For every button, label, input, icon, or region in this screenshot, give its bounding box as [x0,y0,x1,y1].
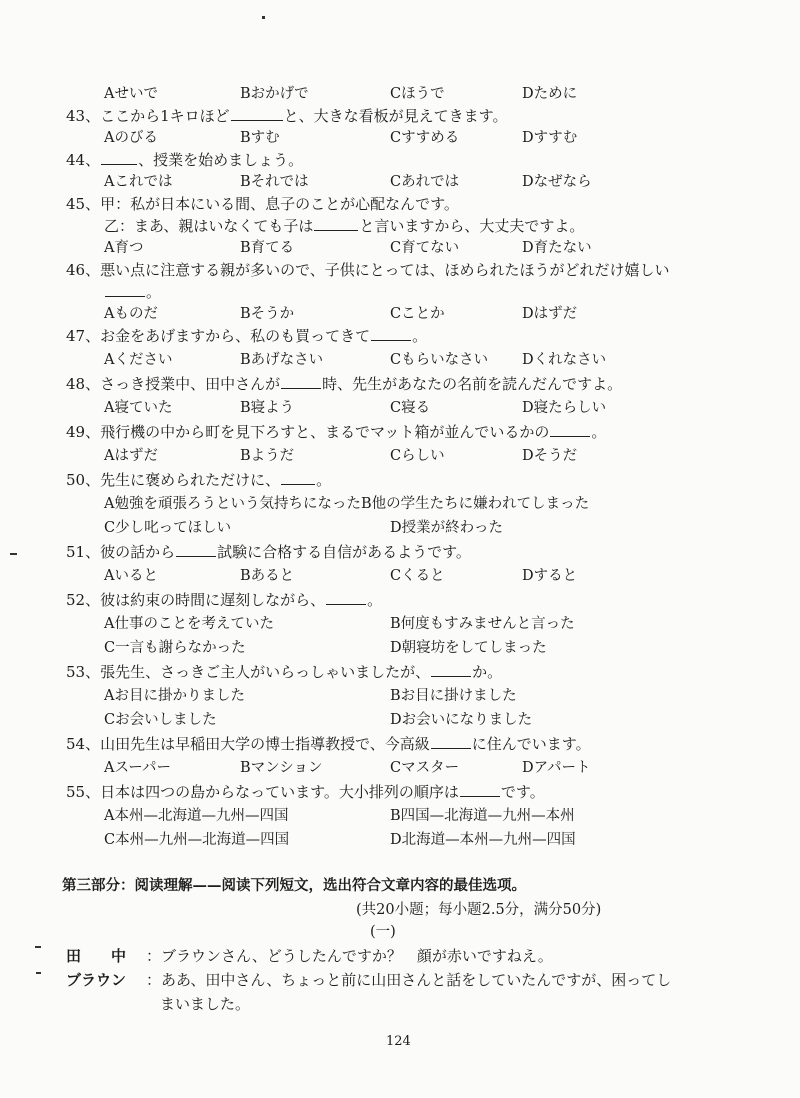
question-number: 54、 [66,735,101,753]
answer-blank [431,662,471,677]
option-b: B寝よう [240,400,295,416]
question-number: 48、 [66,375,101,393]
answer-blank [326,590,366,605]
question-46-stem-cont: 。 [104,282,161,302]
answer-blank [231,106,283,121]
option-b: Bおかげで [240,86,309,102]
option-b: Bあると [240,568,295,584]
page-number: 124 [386,1034,411,1049]
question-54-stem: 54、山田先生は早稲田大学の博士指導教授で、今高級 に住んでいます。 [66,735,591,753]
question-44-stem: 44、 、授業を始めましょう。 [66,151,304,169]
answer-blank [101,150,137,165]
scan-speck [35,946,41,948]
option-a: Aください [104,352,173,368]
dialogue-line [66,970,671,990]
option-a: Aものだ [104,306,158,322]
answer-blank [460,782,500,797]
utterance: ：ブラウンさん、どうしたんですか？ 顔が赤いですねえ。 [146,947,553,965]
utterance: ：ああ、田中さん、ちょっと前に山田さんと話をしていたんですが、困ってし [146,971,672,989]
question-53-stem: 53、張先生、さっきご主人がいらっしゃいましたが、 か。 [66,663,503,681]
question-number: 45、 [66,195,101,213]
option-d: Dお会いになりました [390,712,533,728]
option-d: D北海道—本州—九州—四国 [390,832,576,848]
question-number: 46、 [66,261,101,279]
question-number: 52、 [66,591,101,609]
question-number: 55、 [66,783,101,801]
option-b: B他の学生たちに嫌われてしまった [360,496,590,512]
question-number: 44、 [66,151,101,169]
answer-blank [550,422,590,437]
option-d: Dなぜなら [522,174,592,190]
option-d: D朝寝坊をしてしまった [390,640,547,656]
option-c: Cすすめる [390,130,460,146]
option-b: B何度もすみませんと言った [390,616,575,632]
option-d: D育たない [522,240,592,256]
option-c: Cくると [390,568,445,584]
option-b: Bそれでは [240,174,309,190]
speaker: 田 中 [66,947,127,965]
option-c: Cらしい [390,448,445,464]
option-b: B育てる [240,240,295,256]
options-row-ab [104,494,589,514]
section-number: (一) [370,924,396,940]
option-b: Bマンション [240,760,323,776]
option-a: Aのびる [104,130,158,146]
option-b: Bすむ [240,130,280,146]
option-b: B四国—北海道—九州—本州 [390,808,575,824]
scan-speck [262,16,265,19]
part3-scoring: (共20小题；每小题2.5分，满分50分) [356,902,602,918]
option-c: C少し叱ってほしい [104,520,232,536]
option-d: Dすると [522,568,578,584]
answer-blank [105,282,145,297]
question-number: 50、 [66,471,101,489]
question-51-stem: 51、彼の話から 試験に合格する自信があるようです。 [66,543,471,561]
option-b: Bようだ [240,448,295,464]
option-c: C一言も謝らなかった [104,640,246,656]
option-d: Dはずだ [522,306,578,322]
option-c: Cほうで [390,86,445,102]
option-a: Aはずだ [104,448,158,464]
answer-blank [371,326,411,341]
scan-speck [36,972,41,974]
question-45-reply: 乙：まあ、親はいなくても子は と言いますから、大丈夫ですよ。 [104,217,585,235]
answer-blank [176,542,216,557]
part3-title: 第三部分：阅读理解——阅读下列短文，选出符合文章内容的最佳选项。 [62,877,526,894]
option-c: Cことか [390,306,445,322]
option-c: Cもらいなさい [390,352,489,368]
option-d: Dくれなさい [522,352,607,368]
question-48-stem: 48、さっき授業中、田中さんが 時、先生があなたの名前を読んだんですよ。 [66,375,623,393]
question-52-stem: 52、彼は約束の時間に遅刻しながら、 。 [66,591,383,609]
option-a: Aスーパー [104,760,172,776]
option-c: C本州—九州—北海道—四国 [104,832,290,848]
option-a: A寝ていた [104,400,173,416]
option-a: A勉強を頑張ろうという気持ちになった [104,496,361,512]
option-c: C寝る [390,400,431,416]
option-a: Aこれでは [104,174,173,190]
option-c: Cマスター [390,760,460,776]
option-d: Dそうだ [522,448,578,464]
answer-blank [431,734,471,749]
option-d: Dために [522,86,578,102]
question-47-stem: 47、お金をあげますから、私のも買ってきて 。 [66,327,428,345]
option-b: Bそうか [240,306,295,322]
question-43-stem: 43、ここから1キロほど と、大きな看板が見えてきます。 [66,107,508,125]
dialogue-continuation: まいました。 [160,995,251,1013]
option-d: D授業が終わった [390,520,503,536]
question-55-stem: 55、日本は四つの島からなっています。大小排列の順序は です。 [66,783,545,801]
option-a: Aいると [104,568,158,584]
question-number: 49、 [66,423,101,441]
question-49-stem: 49、飛行機の中から町を見下ろすと、まるでマット箱が並んでいるかの 。 [66,423,607,441]
option-a: Aせいで [104,86,158,102]
option-c: C育てない [390,240,460,256]
question-46-stem: 46、悪い点に注意する親が多いので、子供にとっては、ほめられたほうがどれだけ嬉しい [66,261,670,279]
question-50-stem: 50、先生に褒められただけに、 。 [66,471,332,489]
option-c: Cあれでは [390,174,460,190]
option-d: Dアパート [522,760,591,776]
speaker: ブラウン [66,971,127,989]
question-number: 47、 [66,327,101,345]
question-number: 53、 [66,663,101,681]
question-45-stem: 45、甲：私が日本にいる間、息子のことが心配なんです。 [66,195,459,213]
option-b: Bお目に掛けました [390,688,517,704]
dialogue-line [66,946,553,966]
option-a: Aお目に掛かりました [104,688,245,704]
answer-blank [281,374,321,389]
option-b: Bあげなさい [240,352,324,368]
option-d: Dすすむ [522,130,578,146]
question-number: 51、 [66,543,101,561]
answer-blank [314,216,358,231]
scan-speck [10,553,17,555]
option-a: A仕事のことを考えていた [104,616,274,632]
answer-blank [281,470,315,485]
question-number: 43、 [66,107,101,125]
option-c: Cお会いしました [104,712,217,728]
option-d: D寝たらしい [522,400,607,416]
option-a: A本州—北海道—九州—四国 [104,808,289,824]
option-a: A育つ [104,240,144,256]
